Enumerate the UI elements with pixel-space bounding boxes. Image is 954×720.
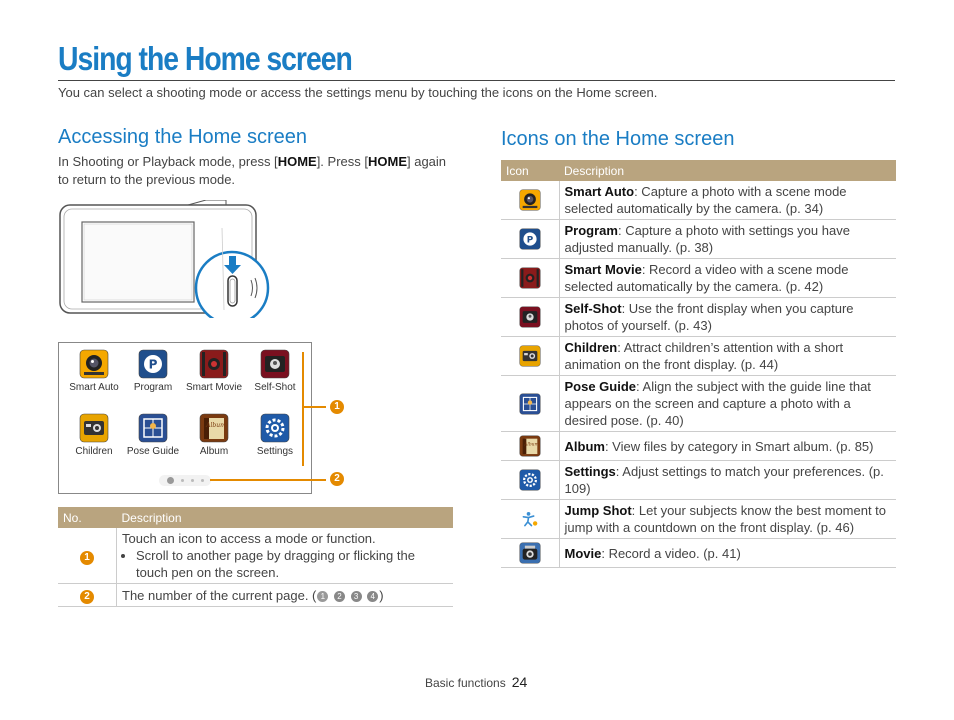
- table-row: [501, 539, 896, 568]
- home-grid-label: Settings: [256, 446, 294, 457]
- icon-name: Settings: [564, 464, 616, 479]
- accessing-paragraph: In Shooting or Playback mode, press [HOME]. Press [HOME] again to return to the previous mode.: [58, 154, 447, 187]
- icon-description: [559, 181, 896, 220]
- home-grid-item[interactable]: [245, 413, 305, 457]
- icon-desc-text: : Record a video with a scene mode selected automatically by the camera. (p. 42): [564, 262, 849, 294]
- icon-name: Children: [564, 340, 618, 355]
- children-icon: [519, 345, 541, 367]
- table-row: [501, 181, 896, 220]
- icon-name: Smart Auto: [564, 184, 635, 199]
- icon-desc-text: : Capture a photo with a scene mode selected automatically by the camera. (p. 34): [564, 184, 847, 216]
- program-icon: [519, 228, 541, 250]
- icon-desc-text: : Use the front display when you capture photos of yourself. (p. 43): [564, 301, 854, 333]
- home-grid-label: Album: [199, 446, 229, 457]
- home-grid-label: Program: [133, 382, 173, 393]
- table-row: [58, 528, 453, 584]
- icons-table: [501, 160, 896, 568]
- icon-desc-text: : Capture a photo with settings you have adjusted manually. (p. 38): [564, 223, 850, 255]
- home-key-label: HOME: [277, 154, 317, 169]
- smart-auto-icon: [79, 349, 109, 379]
- icon-description: [559, 376, 896, 432]
- col-no: No.: [58, 507, 117, 528]
- home-grid-item[interactable]: [184, 349, 244, 393]
- home-screen-preview: [58, 342, 312, 494]
- page-number-badge: 1: [317, 591, 328, 602]
- pose-guide-icon: [519, 393, 541, 415]
- icon-description: [559, 432, 896, 461]
- settings-icon: [519, 469, 541, 491]
- heading-icons: Icons on the Home screen: [501, 128, 735, 150]
- svg-text:P: P: [148, 357, 158, 372]
- svg-text:Album: Album: [206, 422, 226, 429]
- callout-badge-2: 2: [330, 472, 344, 486]
- children-icon: [79, 413, 109, 443]
- icon-name: Smart Movie: [564, 262, 642, 277]
- icon-name: Pose Guide: [564, 379, 637, 394]
- callout-line-2: [210, 479, 326, 481]
- icon-description: [559, 298, 896, 337]
- icon-name: Program: [564, 223, 618, 238]
- table-row: [501, 432, 896, 461]
- icon-name: Jump Shot: [564, 503, 632, 518]
- svg-text:Album: Album: [524, 442, 539, 448]
- icon-description: [559, 461, 896, 500]
- page-number-badge: 2: [334, 591, 345, 602]
- home-grid-label: Self-Shot: [254, 382, 296, 393]
- self-shot-icon: [260, 349, 290, 379]
- self-shot-icon: [519, 306, 541, 328]
- smart-movie-icon: [519, 267, 541, 289]
- album-icon: [199, 413, 229, 443]
- jump-shot-icon: [519, 508, 541, 530]
- title-rule: [58, 80, 895, 81]
- camera-illustration: [58, 200, 273, 318]
- page-number-badge: 3: [351, 591, 362, 602]
- page-number-badge: 4: [367, 591, 378, 602]
- callout-badge-2: 2: [80, 590, 94, 604]
- icon-desc-text: : Attract children’s attention with a short animation on the front display. (p. 44): [564, 340, 844, 372]
- row-text: Touch an icon to access a mode or function.: [122, 531, 376, 546]
- page-indicator: [159, 475, 211, 486]
- album-icon: [519, 435, 541, 457]
- smart-movie-icon: [199, 349, 229, 379]
- col-icon: Icon: [501, 160, 559, 181]
- icon-description: [559, 259, 896, 298]
- svg-text:P: P: [526, 235, 533, 246]
- heading-accessing: Accessing the Home screen: [58, 126, 308, 148]
- icon-desc-text: : Align the subject with the guide line that appears on the screen and capture a photo with a desired pose. (p. 40): [564, 379, 871, 428]
- col-description: Description: [559, 160, 896, 181]
- settings-icon: [260, 413, 290, 443]
- col-description: Description: [117, 507, 454, 528]
- pose-guide-icon: [138, 413, 168, 443]
- home-grid-label: Smart Movie: [185, 382, 243, 393]
- movie-icon: [519, 542, 541, 564]
- callout-badge-1: 1: [80, 551, 94, 565]
- home-grid-label: Pose Guide: [126, 446, 180, 457]
- icon-name: Movie: [564, 545, 602, 561]
- numbers-table: [58, 507, 453, 607]
- intro-text: You can select a shooting mode or access the settings menu by touching the icons on the Home screen.: [58, 85, 658, 100]
- program-icon: [138, 349, 168, 379]
- page-title: Using the Home screen: [58, 40, 352, 77]
- table-row: [501, 376, 896, 432]
- home-key-label: HOME: [367, 154, 407, 169]
- icon-desc-text: : Record a video. (p. 41): [601, 545, 741, 561]
- icon-description: [559, 500, 896, 539]
- row-text: The number of the current page. ( 1 2 3 4 ): [117, 584, 454, 607]
- home-grid-item[interactable]: [123, 413, 183, 457]
- callout-line-1-vert: [302, 352, 304, 466]
- home-grid-item[interactable]: [123, 349, 183, 393]
- icon-desc-text: : Adjust settings to match your preferences. (p. 109): [564, 464, 884, 496]
- home-grid-item[interactable]: [184, 413, 244, 457]
- callout-badge-1: 1: [330, 400, 344, 414]
- table-row: [501, 259, 896, 298]
- footer-section: Basic functions: [425, 676, 506, 690]
- home-grid-item[interactable]: [245, 349, 305, 393]
- table-row: [58, 584, 453, 607]
- smart-auto-icon: [519, 189, 541, 211]
- home-grid-item[interactable]: [64, 349, 124, 393]
- table-row: [501, 298, 896, 337]
- icon-description: [559, 539, 896, 568]
- icon-desc-text: : View files by category in Smart album. (p. 85): [604, 438, 874, 454]
- icon-desc-text: : Let your subjects know the best moment to jump with a countdown on the front display. (p. 46): [564, 503, 887, 535]
- home-grid-label: Children: [75, 446, 113, 457]
- page-footer: [425, 674, 527, 690]
- table-row: [501, 500, 896, 539]
- callout-line-1: [302, 406, 326, 408]
- icon-name: Album: [564, 438, 605, 454]
- icon-description: [559, 337, 896, 376]
- table-row: [501, 337, 896, 376]
- home-grid-item[interactable]: [64, 413, 124, 457]
- home-grid-label: Smart Auto: [69, 382, 119, 393]
- page-number: 24: [511, 674, 528, 690]
- table-row: [501, 220, 896, 259]
- icon-description: [559, 220, 896, 259]
- row-bullet: • Scroll to another page by dragging or flicking the touch pen on the screen.: [136, 547, 448, 581]
- table-row: [501, 461, 896, 500]
- icon-name: Self-Shot: [564, 301, 622, 316]
